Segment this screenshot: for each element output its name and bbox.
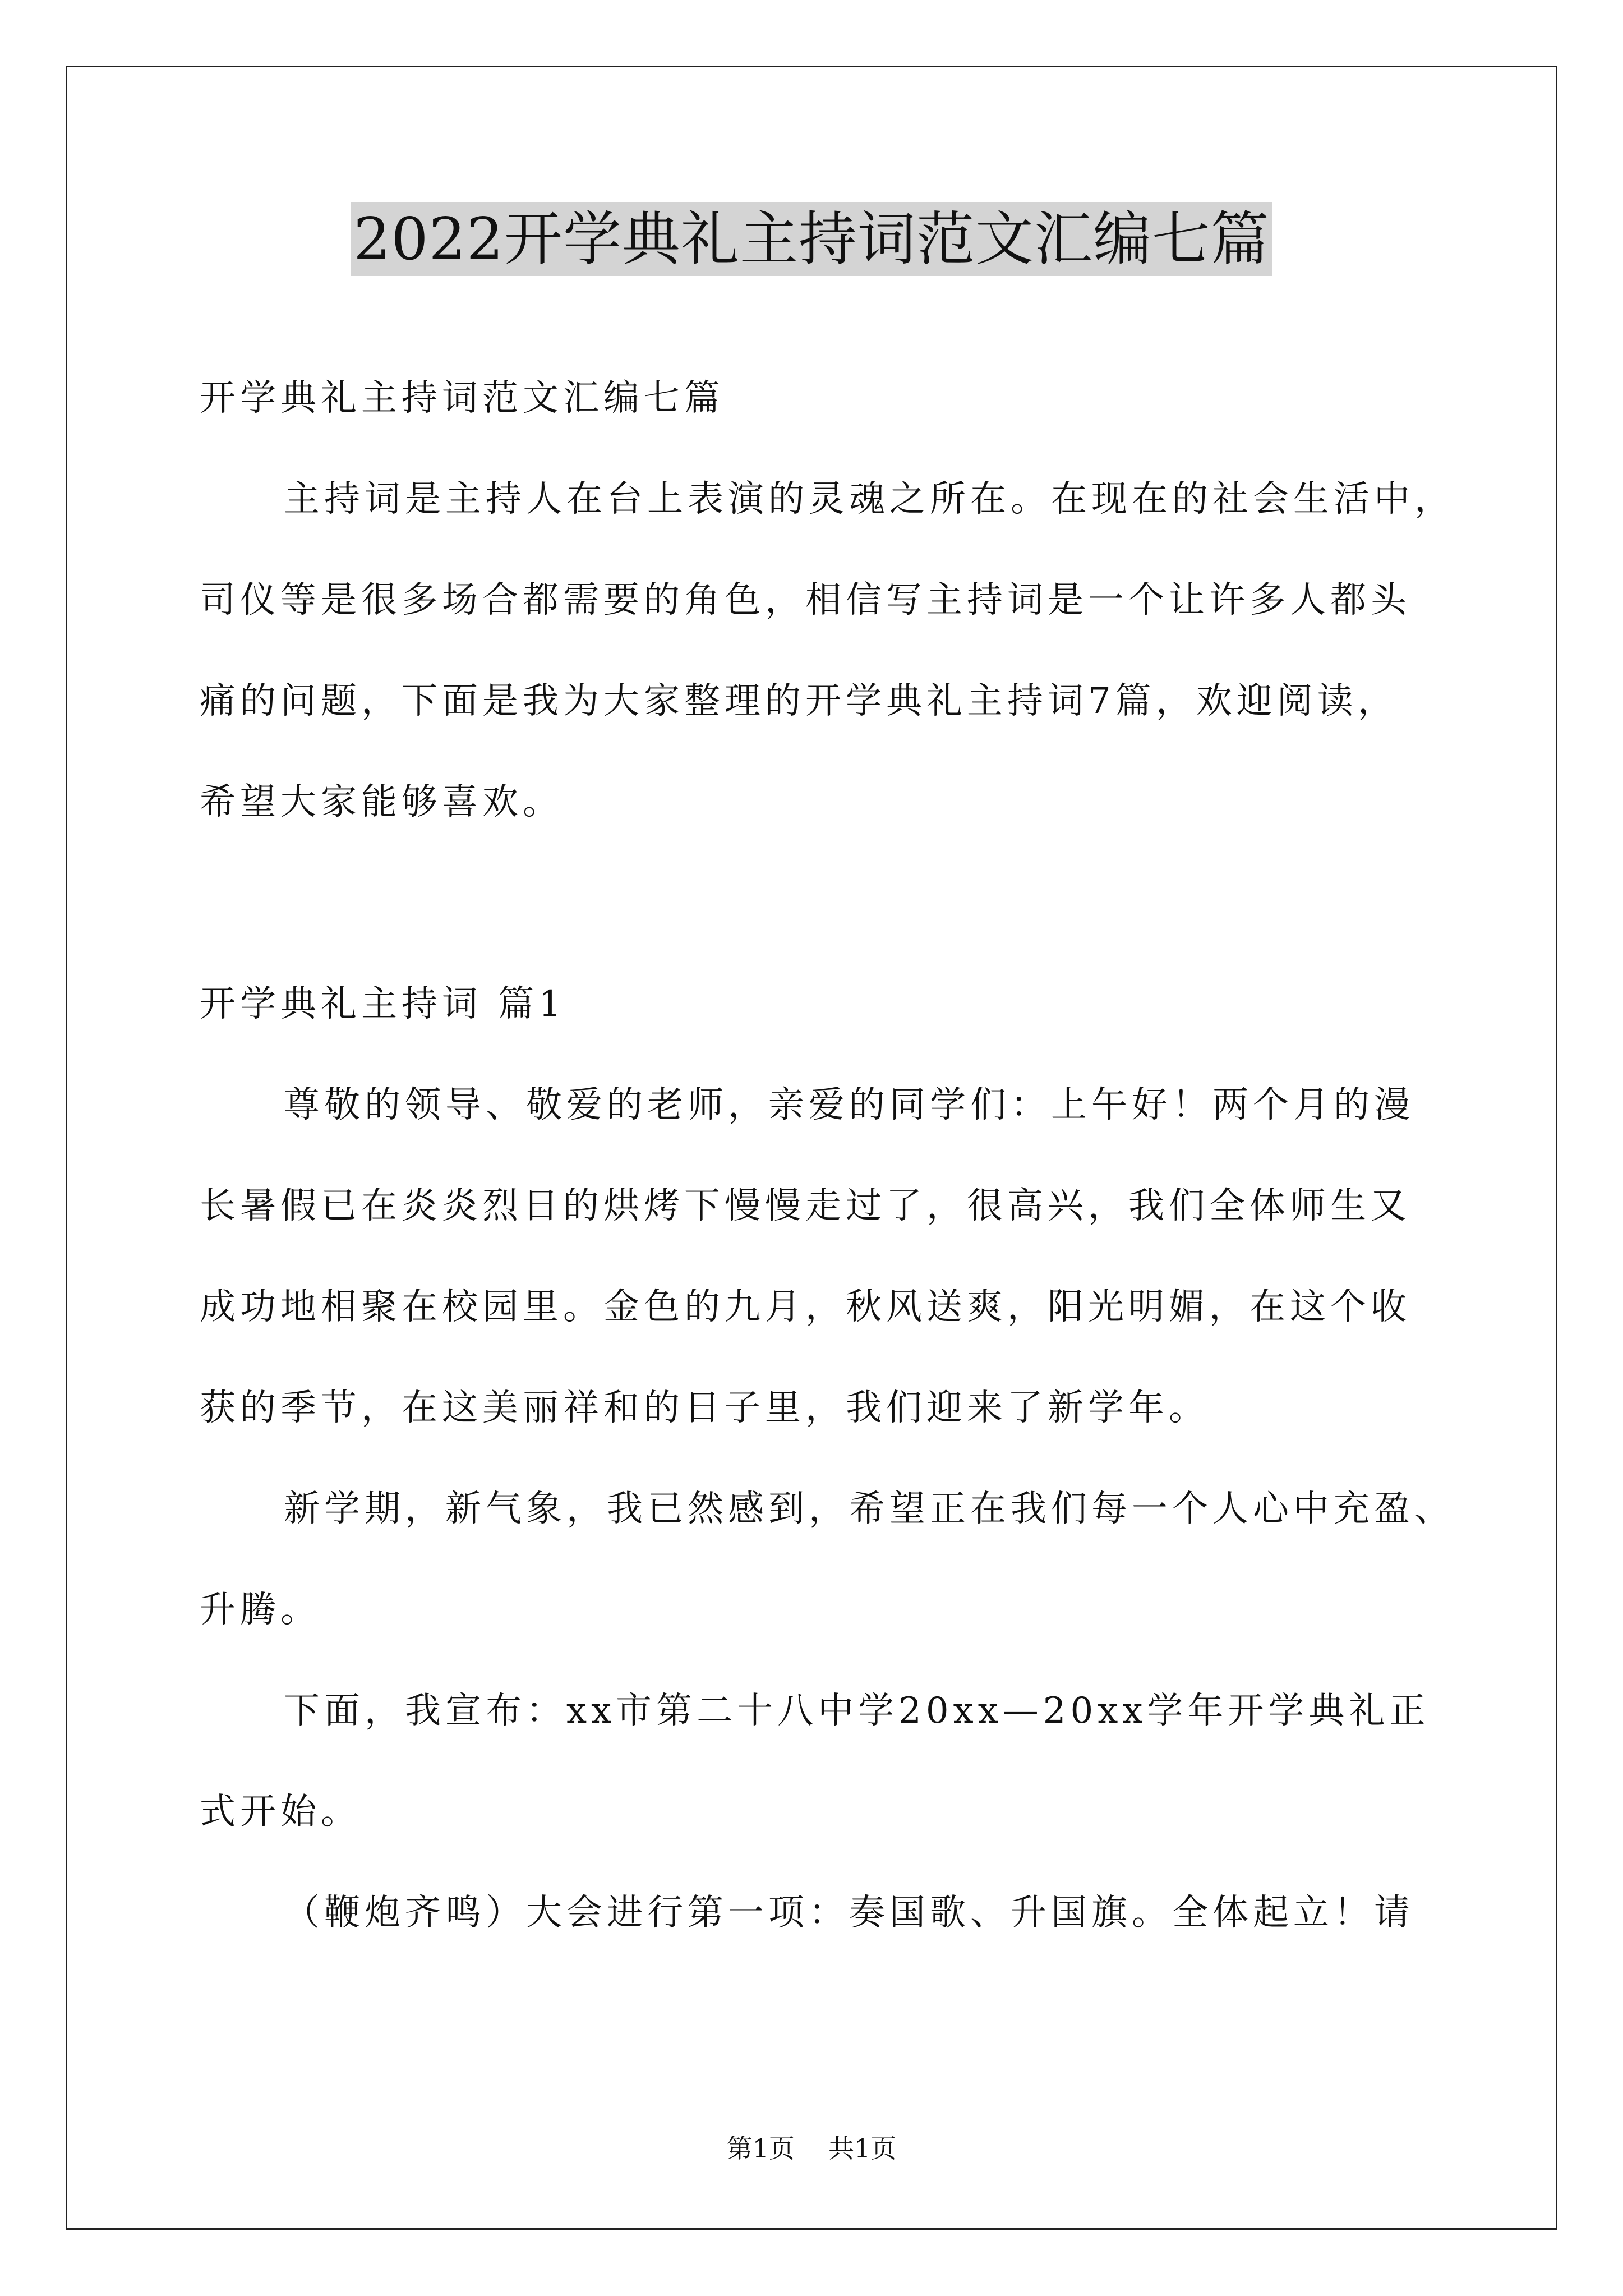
- document-body: [200, 348, 1455, 1963]
- subtitle: 开学典礼主持词范文汇编七篇: [200, 378, 725, 419]
- intro-paragraph-line: 痛的问题，下面是我为大家整理的开学典礼主持词7篇，欢迎阅读，: [200, 680, 1398, 722]
- paragraph-gap: [200, 853, 1428, 954]
- body-paragraph-line: 尊敬的领导、敬爱的老师，亲爱的同学们：上午好！两个月的漫: [284, 1084, 1414, 1126]
- body-paragraph-line: 新学期，新气象，我已然感到，希望正在我们每一个人心中充盈、: [284, 1488, 1455, 1530]
- body-paragraph-line: 长暑假已在炎炎烈日的烘烤下慢慢走过了，很高兴，我们全体师生又: [200, 1185, 1411, 1227]
- body-paragraph-line: 式开始。: [200, 1791, 361, 1833]
- section-heading: 开学典礼主持词 篇1: [200, 983, 566, 1025]
- body-paragraph-line: 成功地相聚在校园里。金色的九月，秋风送爽，阳光明媚，在这个收: [200, 1286, 1411, 1328]
- body-paragraph-line: 获的季节，在这美丽祥和的日子里，我们迎来了新学年。: [200, 1387, 1209, 1429]
- page-number: 第1页: [726, 2133, 795, 2164]
- document-title: 2022开学典礼主持词范文汇编七篇: [351, 202, 1272, 276]
- body-paragraph-line: 升腾。: [200, 1589, 321, 1631]
- title-container: [0, 202, 1623, 276]
- body-paragraph-line: （鞭炮齐鸣）大会进行第一项：奏国歌、升国旗。全体起立！请: [284, 1892, 1414, 1934]
- body-paragraph-line: 下面，我宣布：xx市第二十八中学20xx—20xx学年开学典礼正: [284, 1690, 1430, 1732]
- intro-paragraph-line: 希望大家能够喜欢。: [200, 781, 563, 823]
- intro-paragraph-line: 主持词是主持人在台上表演的灵魂之所在。在现在的社会生活中，: [284, 478, 1455, 520]
- page-footer: [0, 2132, 1623, 2165]
- page-total: 共1页: [828, 2133, 897, 2164]
- intro-paragraph-line: 司仪等是很多场合都需要的角色，相信写主持词是一个让许多人都头: [200, 579, 1411, 621]
